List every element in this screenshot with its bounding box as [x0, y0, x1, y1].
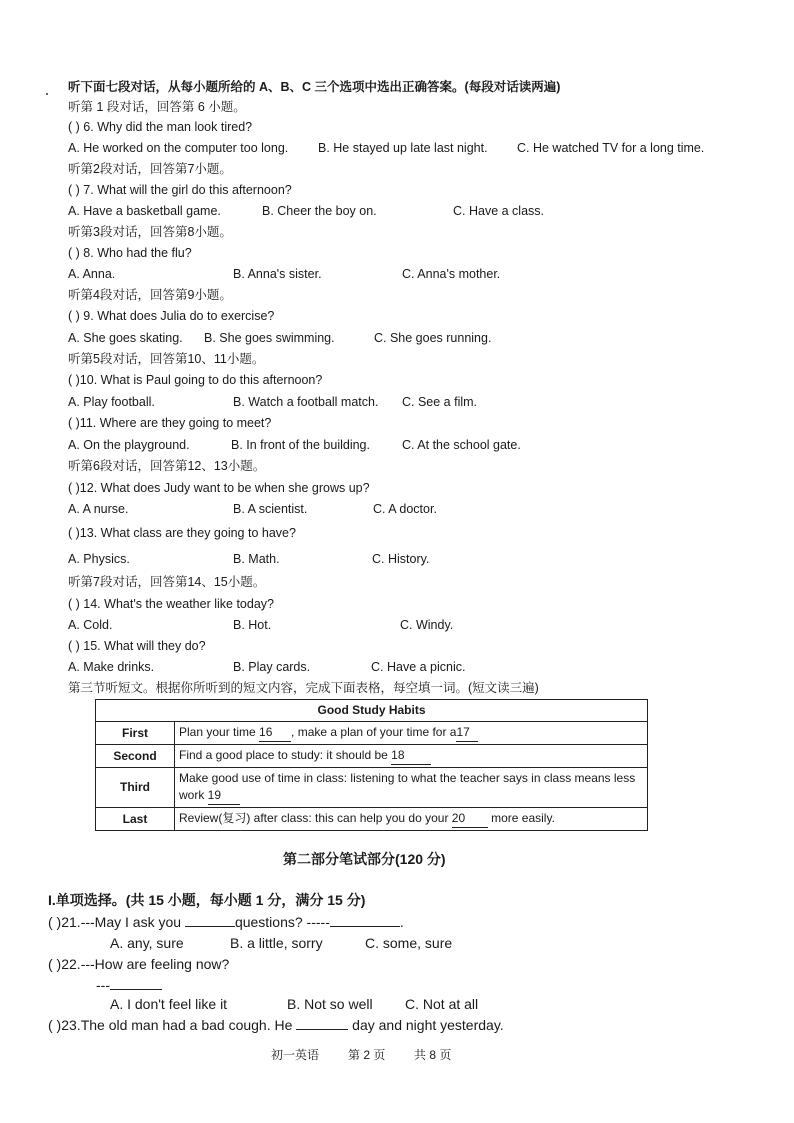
row-text: Review(复习) after class: this can help you do your	[179, 811, 452, 825]
question-7-option-a[interactable]: A. Have a basketball game.	[68, 204, 221, 218]
question-22-number[interactable]: ( )22.	[48, 956, 81, 972]
blank-number: 19	[207, 788, 222, 802]
question-6-option-c[interactable]: C. He watched TV for a long time.	[517, 141, 705, 155]
table-title: Good Study Habits	[96, 700, 648, 722]
question-15-option-c[interactable]: C. Have a picnic.	[371, 660, 466, 674]
question-10-number[interactable]: ( )10.	[68, 373, 98, 387]
question-7-option-c[interactable]: C. Have a class.	[453, 204, 545, 218]
row-text: Plan your time	[179, 725, 260, 739]
row-label-second: Second	[96, 745, 175, 768]
question-8-option-a[interactable]: A. Anna.	[68, 267, 116, 281]
dialogue-3-label: 听第3段对话，回答第8小题。	[68, 225, 232, 239]
question-10	[68, 372, 322, 388]
blank-number: 18	[391, 748, 405, 762]
blank-20[interactable]	[452, 810, 488, 828]
question-15	[68, 638, 206, 654]
question-10-text: What is Paul going to do this afternoon?	[100, 373, 323, 387]
blank-18[interactable]	[391, 747, 431, 765]
question-21-option-c[interactable]: C. some, sure	[365, 935, 453, 951]
table-header-row	[96, 700, 648, 722]
question-11-option-c[interactable]: C. At the school gate.	[402, 438, 521, 452]
footer-subject: 初一英语	[271, 1048, 320, 1062]
question-11-option-b[interactable]: B. In front of the building.	[231, 438, 370, 452]
blank-23[interactable]	[296, 1029, 348, 1030]
question-13-number[interactable]: ( )13.	[68, 526, 98, 540]
question-14-text: What's the weather like today?	[104, 597, 274, 611]
question-10-option-b[interactable]: B. Watch a football match.	[233, 395, 379, 409]
table-row	[96, 722, 648, 745]
question-15-number[interactable]: ( ) 15.	[68, 639, 101, 653]
question-11-option-a[interactable]: A. On the playground.	[68, 438, 190, 452]
blank-number: 17	[456, 725, 470, 739]
table-row	[96, 808, 648, 831]
blank-16[interactable]	[259, 724, 291, 742]
row-text: Make good use of time in class: listening to what the teacher says in class means less work	[179, 771, 636, 802]
question-13-option-a[interactable]: A. Physics.	[68, 552, 130, 566]
question-21-option-a[interactable]: A. any, sure	[110, 935, 184, 951]
dialogue-1-label: 听第 1 段对话，回答第 6 小题。	[68, 100, 246, 114]
dialogue-4-label: 听第4段对话，回答第9小题。	[68, 288, 232, 302]
row-label-first: First	[96, 722, 175, 745]
question-7-text: What will the girl do this afternoon?	[97, 183, 292, 197]
question-21-text-2: questions? -----	[234, 914, 330, 930]
question-14	[68, 596, 274, 612]
dialogue-2-label: 听第2段对话，回答第7小题。	[68, 162, 232, 176]
table-row	[96, 745, 648, 768]
question-22-answer-line[interactable]	[96, 977, 162, 993]
multiple-choice-heading: I.单项选择。(共 15 小题，每小题 1 分，满分 15 分)	[48, 892, 366, 908]
question-6-option-a[interactable]: A. He worked on the computer too long.	[68, 141, 289, 155]
question-8	[68, 245, 192, 261]
question-10-option-c[interactable]: C. See a film.	[402, 395, 478, 409]
blank-21-b[interactable]	[330, 926, 400, 927]
question-6-number[interactable]: ( ) 6.	[68, 120, 94, 134]
question-9-number[interactable]: ( ) 9.	[68, 309, 94, 323]
scan-speck	[46, 93, 48, 95]
question-7-number[interactable]: ( ) 7.	[68, 183, 94, 197]
dialogue-5-label: 听第5段对话，回答第10、11小题。	[68, 352, 265, 366]
question-15-option-b[interactable]: B. Play cards.	[233, 660, 311, 674]
blank-19[interactable]	[208, 787, 240, 805]
question-22	[48, 956, 229, 972]
row-text: more easily.	[487, 811, 555, 825]
question-23-text: The old man had a bad cough. He	[80, 1017, 297, 1033]
question-13-option-c[interactable]: C. History.	[372, 552, 430, 566]
question-23	[48, 1017, 504, 1033]
question-6-option-b[interactable]: B. He stayed up late last night.	[318, 141, 488, 155]
question-10-option-a[interactable]: A. Play football.	[68, 395, 155, 409]
row-content-third	[175, 768, 648, 808]
question-8-number[interactable]: ( ) 8.	[68, 246, 94, 260]
table-row	[96, 768, 648, 808]
blank-number: 16	[259, 725, 273, 739]
blank-17[interactable]	[456, 724, 478, 742]
part-2-title: 第二部分笔试部分(120 分)	[283, 851, 446, 867]
question-21: ( )21.---May I ask you questions? ----- .	[48, 914, 404, 930]
question-22-option-b[interactable]: B. Not so well	[287, 996, 373, 1012]
question-6	[68, 119, 252, 135]
row-content-second	[175, 745, 648, 768]
dialogue-6-label: 听第6段对话，回答第12、13小题。	[68, 459, 266, 473]
dash-prefix: ---	[96, 977, 110, 993]
blank-22[interactable]	[110, 989, 162, 990]
question-7-option-b[interactable]: B. Cheer the boy on.	[262, 204, 377, 218]
study-habits-table	[95, 699, 648, 831]
question-12-option-b[interactable]: B. A scientist.	[233, 502, 308, 516]
question-13-text: What class are they going to have?	[100, 526, 296, 540]
question-12-text: What does Judy want to be when she grows up?	[100, 481, 370, 495]
question-23-text-2: day and night yesterday.	[348, 1017, 504, 1033]
row-content-last	[175, 808, 648, 831]
question-8-option-b[interactable]: B. Anna's sister.	[233, 267, 322, 281]
question-21-option-b[interactable]: B. a little, sorry	[230, 935, 323, 951]
question-13	[68, 525, 296, 541]
question-12-option-a[interactable]: A. A nurse.	[68, 502, 129, 516]
question-22-option-c[interactable]: C. Not at all	[405, 996, 479, 1012]
question-6-text: Why did the man look tired?	[97, 120, 253, 134]
footer-total: 共 8 页	[414, 1048, 452, 1062]
question-9-option-a[interactable]: A. She goes skating.	[68, 331, 183, 345]
question-12	[68, 480, 370, 496]
question-12-number[interactable]: ( )12.	[68, 481, 98, 495]
question-15-option-a[interactable]: A. Make drinks.	[68, 660, 155, 674]
question-11-text: Where are they going to meet?	[99, 416, 272, 430]
listening-instruction: 听下面七段对话，从每小题所给的 A、B、C 三个选项中选出正确答案。(每段对话读两遍)	[68, 80, 561, 94]
question-23-number[interactable]: ( )23.	[48, 1017, 81, 1033]
question-9-option-b[interactable]: B. She goes swimming.	[204, 331, 335, 345]
question-9	[68, 308, 274, 324]
question-9-option-c[interactable]: C. She goes running.	[374, 331, 492, 345]
question-14-option-c[interactable]: C. Windy.	[400, 618, 454, 632]
question-11-number[interactable]: ( )11.	[68, 416, 97, 430]
row-label-third: Third	[96, 768, 175, 808]
question-7	[68, 182, 292, 198]
blank-21-a[interactable]	[185, 926, 235, 927]
question-21-number[interactable]: ( )21.	[48, 914, 81, 930]
question-22-option-a[interactable]: A. I don't feel like it	[110, 996, 228, 1012]
question-8-option-c[interactable]: C. Anna's mother.	[402, 267, 501, 281]
section-3-instruction: 第三节听短文。根据你所听到的短文内容，完成下面表格，每空填一词。(短文读三遍)	[68, 681, 539, 695]
question-21-text: ---May I ask you	[80, 914, 185, 930]
question-12-option-c[interactable]: C. A doctor.	[373, 502, 437, 516]
row-text: , make a plan of your time for a	[291, 725, 457, 739]
footer-page: 第 2 页	[348, 1048, 386, 1062]
row-text: Find a good place to study: it should be	[179, 748, 392, 762]
row-label-last: Last	[96, 808, 175, 831]
row-content-first	[175, 722, 648, 745]
blank-number: 20	[451, 811, 466, 825]
dialogue-7-label: 听第7段对话，回答第14、15小题。	[68, 575, 266, 589]
question-11	[68, 415, 271, 431]
question-14-option-a[interactable]: A. Cold.	[68, 618, 113, 632]
question-14-number[interactable]: ( ) 14.	[68, 597, 101, 611]
question-14-option-b[interactable]: B. Hot.	[233, 618, 272, 632]
question-22-text: ---How are feeling now?	[80, 956, 230, 972]
question-8-text: Who had the flu?	[97, 246, 192, 260]
question-9-text: What does Julia do to exercise?	[97, 309, 275, 323]
question-13-option-b[interactable]: B. Math.	[233, 552, 280, 566]
question-15-text: What will they do?	[104, 639, 206, 653]
